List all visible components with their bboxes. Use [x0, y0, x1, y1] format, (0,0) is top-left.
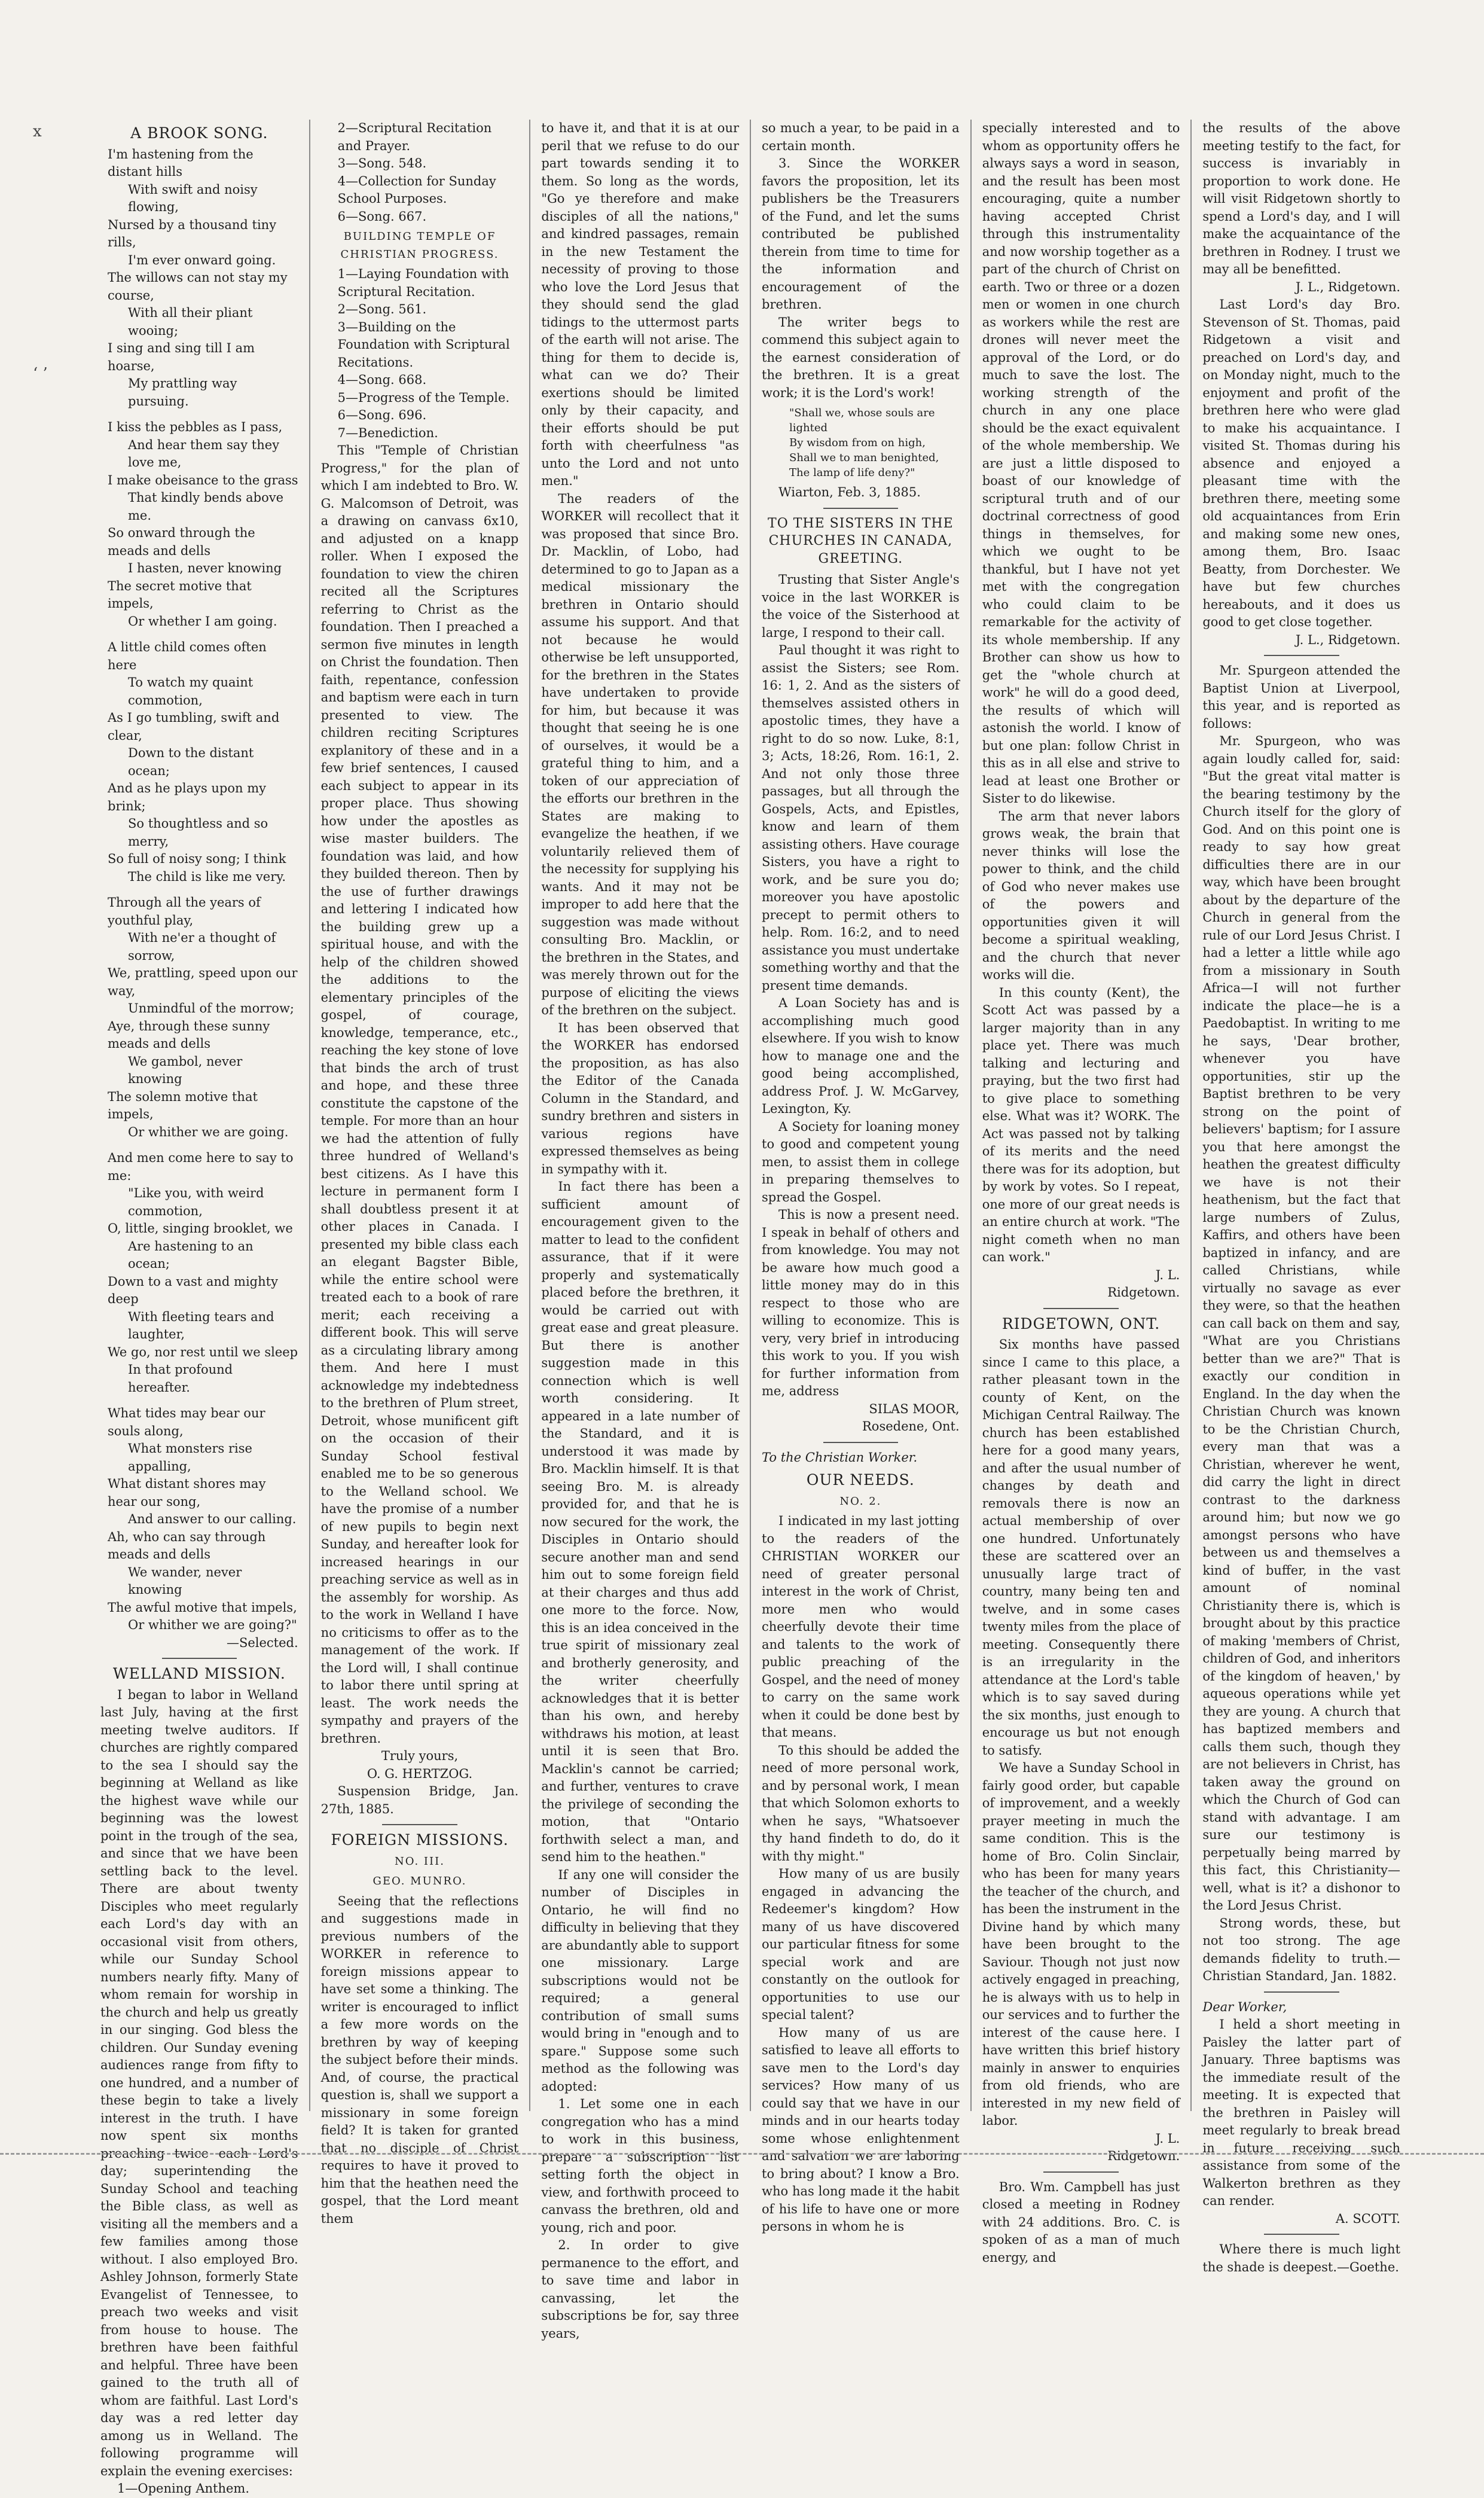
missions-text: The writer begs to commend this subject again to the earnest consideration of the brethren. It is a great work; it is the Lord's work! — [762, 315, 960, 400]
ridgetown-text: We have a Sunday School in fairly good order, but capable of improvement, and a weekly prayer meeting in much the same condition. This is the home of Bro. Colin Sinclair, who has been for many years the teacher of the church, and has been the instrument in the Divine hand by which many have been brought to the Saviour. Though not just now actively engaged in preaching, he is always with us to help in our services and to further the interest of the cause here. I have written this brief history mainly in answer to enquiries from old friends, who are interested in my new field of labor. — [982, 1761, 1180, 2128]
poem-line: O, little, singing brooklet, we — [108, 1221, 293, 1236]
poem-line: As I go tumbling, swift and clear, — [108, 710, 280, 743]
poem-line: And men come here to say to me: — [108, 1151, 294, 1183]
poem-line: We wander, never knowing — [128, 1564, 242, 1597]
ridgetown-signature: J. L. — [1155, 2131, 1180, 2146]
poem-line: Or whither we are going?" — [128, 1618, 297, 1632]
poem-line: So full of noisy song; I think — [108, 852, 286, 866]
poem-line: And answer to our calling. — [128, 1512, 297, 1526]
column-4 — [750, 120, 970, 2234]
goethe-quote: Where there is much light the shade is deepest.—Goethe. — [1202, 2242, 1401, 2274]
stanza-gap — [100, 1141, 298, 1149]
poem-line: Down to a vast and mighty deep — [108, 1274, 278, 1306]
poem-line: The solemn motive that impels, — [108, 1089, 258, 1121]
poem-line: The child is like me very. — [128, 869, 286, 884]
stanza-gap — [100, 886, 298, 894]
stevenson-text: Last Lord's day Bro. Stevenson of St. Thomas, paid Ridgetown a visit and preached on Lord's day, and on Monday night, much to the enjoyment and profit of the brethren here who were glad to make his acquaintance. I visited St. Thomas during his absence and enjoyed a pleasant time with the brethren there, meeting some old acquaintances from Erin and making some new ones, among them, Bro. Isaac Beatty, from Dorchester. We have but few churches hereabouts, and it does us good to get close together. — [1202, 297, 1401, 629]
spurgeon-text: Mr. Spurgeon, who was again loudly called for, said: "But the great vital matter is the bearing testimony by the Church itself for the glory of God. And on this point one is ready to say how great difficulties there are in our way, which have been brought about by the departure of the Church in general from the rule of our Lord Jesus Christ. I had a letter a little while ago from a missionary in South Africa—I will not further indicate the place—he is a Paedobaptist. In writing to me he says, 'Dear brother, whenever you have opportunities, stir up the Baptist brethren to be very strong on the point of believers' baptism; for I assure you that here amongst the heathen the greatest difficulty we have is not their heathenism, but the fact that large numbers of Zulus, Kaffirs, and others have been baptized in infancy, and are called Christians, while virtually no savage as ever they were, so that the heathen can call back on them and say, "What are you Christians better than we are?" That is exactly our condition in England. In the day when the Christian Church was known to be the Christian Church, every man that was a Christian, wherever he went, did carry the light in direct contrast to the darkness around him; but now we go amongst persons who have between us and themselves a kind of buffer, in the vast amount of nominal Christianity there is, which is brought about by this practice of making 'members of Christ, children of God, and inheritors of the kingdom of heaven,' by aqueous operations while yet they are young. A church that has baptized members and calls them such, though they are not believers in Christ, has taken away the ground on which the Church of God can stand with advantage. I am sure our testimony is perpetually being marred by this fact, this Christianity—well, what is it? a dishonor to the Lord Jesus Christ. — [1202, 734, 1401, 1913]
column-2 — [309, 120, 530, 2226]
poem-line: Down to the distant ocean; — [128, 746, 254, 778]
poem-line: We, prattling, speed upon our way, — [108, 966, 298, 998]
needs-signature: J. L. — [1155, 1267, 1180, 1282]
needs-signature-place: Ridgetown. — [1107, 1285, 1180, 1300]
poem-line: With ne'er a thought of sorrow, — [128, 931, 276, 963]
foreign-missions-title: FOREIGN MISSIONS. — [331, 1831, 509, 1849]
missions-text: so much a year, to be paid in a certain month. — [762, 121, 960, 153]
poem-line: I sing and sing till I am hoarse, — [108, 341, 255, 373]
our-needs-number: NO. 2. — [839, 1494, 882, 1508]
hymn-quote — [762, 405, 960, 480]
poem-line: In that profound hereafter. — [128, 1362, 233, 1395]
ridgetown-title: RIDGETOWN, ONT. — [1001, 1314, 1161, 1332]
quote-line: "Shall we, whose souls are lighted — [789, 407, 935, 434]
needs-text: In this county (Kent), the Scott Act was passed by a larger majority than in any place yet. There was much talking and lecturing and praying, but the two first had to give place to something else. What was it? WORK. The Act was passed not by talking of its merits and the need there was for its adoption, but by work by votes. So I repeat, one more of our great needs is an entire church at work. "The night cometh when no man can work." — [982, 985, 1180, 1264]
sisters-title: TO THE SISTERS IN THE CHURCHES IN CANADA, GREETING. — [768, 516, 954, 566]
welland-mission-text: I began to labor in Welland last July, having at the first meeting twelve auditors. If churches are rightly compared to the sea I should say the beginning at Welland as like the highest wave while our beginning was the lowest point in the trough of the sea, and since that we have been settling back to the level. There are about twenty Disciples who meet regularly each Lord's day with an occasional visit from others, while our Sunday School numbers nearly fifty. Many of whom remain for worship in the church and help us greatly in our singing. God bless the children. Our Sunday evening audiences range from fifty to one hundred, and a number of these begin to take a lively interest in the truth. I have now spent six months preaching twice each Lord's day; superintending the Sunday School and teaching the Bible class, as well as visiting all the members and a few families among those without. I also employed Bro. Ashley Johnson, formerly State Evangelist of Tennessee, to preach two weeks and visit from house to house. The brethren have been faithful and helpful. Three have been gained to the truth all of whom are faithful. Last Lord's day was a red letter day among us in Welland. The following programme will explain the evening exercises: — [100, 1687, 298, 2478]
stanza-gap — [100, 1396, 298, 1405]
divider — [1264, 1991, 1339, 1993]
needs-text: How many of us are satisfied to leave all efforts to save men to the Lord's day services? How many of us could say that we have in our minds and in our hearts today some whose enlightenment and salvation we are laboring to bring about? I know a Bro. who has long made it the habit of his life to have one or more persons in whom he is — [762, 2025, 960, 2234]
poem-line: Or whither we are going. — [128, 1124, 289, 1139]
sisters-text: A Society for loaning money to good and competent young men, to assist them in college in preparing themselves to spread the Gospel. — [762, 1119, 960, 1204]
ridgetown-text: the results of the above meeting testify to the fact, for success is invariably in proportion to work done. He will visit Ridgetown shortly to spend a Lord's day, and I will make the acquaintance of the brethren in Rodney. I trust we may all be benefitted. — [1202, 121, 1401, 276]
poem-line: So onward through the meads and dells — [108, 526, 255, 558]
signature-name: O. G. HERTZOG. — [367, 1766, 473, 1781]
quote-line: By wisdom from on high, — [789, 437, 926, 449]
poem-line: Through all the years of youthful play, — [108, 895, 261, 928]
poem-line: Are hastening to an ocean; — [128, 1239, 254, 1271]
our-needs-title: OUR NEEDS. — [806, 1471, 915, 1489]
missions-text: to have it, and that it is at our peril that we refuse to do our part towards sending it to them. So long as the words, "Go ye therefore and make disciples of all the nations," and kindred passages, remain in the new Testament the necessity of proving to those who love the Lord Jesus that they should send the glad tidings to the uttermost parts of the earth will not arise. The thing for them to decide is, what can we do? Their exertions should be limited only by their capacity, and their efforts should be put forth with cheerfulness "as unto the Lord and not unto men." — [541, 121, 740, 488]
quote-line: Shall we to man benighted, — [789, 452, 939, 464]
poem-line: Aye, through these sunny meads and dells — [108, 1018, 270, 1051]
poem-line: And hear them say they love me, — [128, 437, 280, 469]
column-6 — [1190, 120, 1411, 2274]
poem-line: My prattling way pursuing. — [128, 376, 237, 408]
poem-line: We go, nor rest until we sleep — [108, 1344, 298, 1359]
poem-line: The awful motive that impels, — [108, 1600, 297, 1615]
poem-line: Nursed by a thousand tiny rills, — [108, 217, 277, 249]
poem-line: To watch my quaint commotion, — [128, 675, 254, 707]
temple-program-item: 2—Song. 561. — [337, 302, 427, 316]
poem-line: I'm hastening from the distant hills — [108, 147, 254, 179]
divider — [1264, 2234, 1339, 2235]
ridgetown-text: Six months have passed since I came to this place, a rather pleasant town in the county of Kent, on the Michigan Central Railway. The church has been established here for a good many years, and after the usual number of changes by death and removals there is now an actual membership of over one hundred. Unfortunately these are scattered over an unusually large tract of country, many being ten and twelve, and in some cases twenty miles from the place of meeting. Consequently there is an irregularity in the attendance at the Lord's table which is to say saved during the six months, just enough to encourage us but not enough to satisfy. — [982, 1337, 1180, 1758]
divider — [823, 1442, 899, 1443]
poem-line: With fleeting tears and laughter, — [128, 1309, 274, 1341]
poem-line: Unmindful of the morrow; — [128, 1001, 294, 1015]
temple-program-item: 6—Song. 696. — [337, 408, 427, 422]
needs-text: How many of us are busily engaged in advancing the Redeemer's kingdom? How many of us have discovered our particular fitness for some special work and are constantly on the outlook for opportunities to use our special talent? — [762, 1866, 960, 2022]
missions-text: 3. Since the WORKER favors the proposition, let its publishers be the Treasurers of the Fund, and let the sums contributed be published therein from time to time for the information and encouragement of the brethren. — [762, 156, 960, 312]
program-item: 2—Scriptural Recitation and Prayer. — [337, 121, 492, 153]
brook-song-poem — [100, 146, 298, 1634]
missions-text: In fact there has been a sufficient amount of encouragement given to the matter to lead to the confident assurance, that if it were properly and systematically placed before the brethren, it would be carried out with great ease and great pleasure. But there is another suggestion made in this connection which is well worth considering. It appeared in a late number of the Standard, and it is understood it was made by Bro. Macklin himself. It is that seeing Bro. M. is already provided for, and that he is now secured for the work, the Disciples in Ontario should secure another man and send him out to some foreign field at their charges and thus add one more to the force. Now, this is an idea conceived in the true spirit of missionary zeal and brotherly generosity, and the writer cheerfully acknowledges that it is better than his own, and hereby withdraws his motion, at least until it is seen that Bro. Macklin's cannot be carried; and further, ventures to crave the privilege of seconding the motion, that "Ontario forthwith select a man, and send him to the heathen." — [541, 1179, 740, 1864]
poem-line: "Like you, with weird commotion, — [128, 1186, 264, 1218]
poem-line: Ah, who can say through meads and dells — [108, 1529, 266, 1561]
missions-text: The readers of the WORKER will recollect that it was proposed that since Bro. Dr. Macklin, of Lobo, had determined to go to Japan as a medical missionary the brethren in Ontario should assume his support. And that not because he would otherwise be left unsupported, for the brethren in the States have undertaken to provide for him, but because it was thought that seeing he is one of ourselves, it would be a grateful thing to him, and a token of our appreciation of the efforts our brethren in the States are making to evangelize the heathen, if we voluntarily relieved them of the necessity for supplying his wants. And it may not be improper to add here that the suggestion was made without consulting Bro. Macklin, or the brethren in the States, and was merely thrown out for the purpose of eliciting the views of the brethren on the subject. — [541, 491, 740, 1017]
poem-line: The secret motive that impels, — [108, 578, 252, 611]
poem-line: I kiss the pebbles as I pass, — [108, 420, 283, 434]
sisters-text: Trusting that Sister Angle's voice in the last WORKER is the voice of the Sisterhood at large, I respond to their call. — [762, 572, 960, 640]
ridgetown-signature-place: Ridgetown. — [1107, 2149, 1180, 2163]
divider — [1264, 655, 1339, 656]
divider — [162, 1658, 237, 1659]
signature-place: Suspension Bridge, Jan. 27th, 1885. — [320, 1784, 519, 1816]
poem-line: That kindly bends above me. — [128, 490, 284, 523]
needs-text: specially interested and to whom as opportunity offers he always says a word in season, and the result has been most encouraging, quite a number having accepted Christ through this instrumentality and now worship together as a part of the church of Christ on earth. Two or three or a dozen men or women in one church as workers while the rest are drones will never meet the approval of the Lord, or do much to save the lost. The working strength of the church in any one place should be the exact equivalent of the whole membership. We are just a little disposed to boast of our knowledge of scriptural truth and of our doctrinal correctness of good things in themselves, for which we ought to be thankful, but I have not yet met with the congregation who could claim to be remarkable for the activity of its whole membership. If any Brother can show us how to get the "whole church at work" he will do a good deed, the results of which will astonish the world. I know of but one plan: follow Christ in this as in all else and strive to lead at least one Brother or Sister to do likewise. — [982, 121, 1180, 806]
temple-program-item: 7—Benediction. — [337, 425, 438, 440]
divider — [382, 1824, 457, 1825]
sisters-signature: SILAS MOOR, — [869, 1401, 960, 1416]
missions-place: Wiarton, Feb. 3, 1885. — [778, 485, 921, 499]
ridgetown-signature: J. L., Ridgetown. — [1295, 279, 1401, 294]
welland-mission-title: WELLAND MISSION. — [112, 1665, 286, 1682]
poem-line: So thoughtless and so merry, — [128, 816, 268, 849]
divider — [823, 508, 899, 509]
poem-line: With all their pliant wooing; — [128, 306, 253, 338]
paisley-signature: A. SCOTT. — [1335, 2211, 1401, 2226]
letter-salutation: Dear Worker, — [1202, 1999, 1287, 2014]
foreign-missions-number: NO. III. — [395, 1855, 445, 1868]
column-1 — [90, 120, 309, 2496]
missions-text: If any one will consider the number of Disciples in Ontario, he will find no difficulty in believing that they are abundantly able to support one missionary. Large subscriptions would not be required; a general contribution of small sums would bring in "enough and to spare." Suppose some such method as the following was adopted: — [541, 1867, 740, 2094]
stanza-gap — [100, 630, 298, 639]
poem-line: What monsters rise appalling, — [128, 1441, 252, 1474]
program-item: 1—Opening Anthem. — [117, 2481, 250, 2496]
poem-line: The willows can not stay my course, — [108, 270, 288, 303]
signature-yours: Truly yours, — [381, 1749, 459, 1763]
column-3 — [529, 120, 750, 2341]
ridgetown-text: Bro. Wm. Campbell has just closed a meeting in Rodney with 24 additions. Bro. C. is spoken of as a man of much energy, and — [982, 2179, 1180, 2265]
temple-program-item: 4—Song. 668. — [337, 373, 427, 387]
poem-line: I hasten, never knowing — [128, 561, 282, 575]
needs-text: The arm that never labors grows weak, the brain that never thinks will lose the power to think, and the child of God who never makes use of the powers and opportunities given it will become a spiritual weakling, and the church that never works will die. — [982, 809, 1180, 982]
temple-text: This "Temple of Christian Progress," for the plan of which I am indebted to Bro. W. G. Malcomson of Detroit, was a drawing on canvass 6x10, and adjusted on a knapp roller. When I exposed the foundation to view the chiren recited all the Scriptures referring to Christ as the foundation. Then I preached a sermon five minutes in length on Christ the foundation. Then faith, repentance, confession and baptism were each in turn presented to view. The children reciting Scriptures explanitory of these and in a few brief sentences, I caused each subject to appear in its proper place. Thus showing how under the apostles as wise master builders. The foundation was laid, and how they builded thereon. Then by the use of further drawings and lettering I indicated how the building grew up a spiritual house, and with the help of the children showed the additions to the elementary principles of the gospel, of courage, knowledge, temperance, etc., reaching the key stone of love that binds the arch of trust and hope, and these three constitute the capstone of the temple. For more than an hour we had the attention of fully three hundred of Welland's best citizens. As I have this lecture in permanent form I shall doubtless present it at other places in Canada. I presented my bible class each an elegant Bagster Bible, while the entire school were treated each to a book of rare merit; each receiving a different book. This will serve as a circulating library among them. And here I must acknowledge my indebtedness to the brethren of Plum street, Detroit, whose munificent gift on the occasion of their Sunday School festival enabled me to be so generous to the Welland school. We have the promise of a number of new pupils to begin next Sunday, and hereafter look for increased hearings in our preaching service as well as in the assembly for worship. As to the work in Welland I have no criticisms to offer as to the management of the work. If the Lord will, I shall continue to labor there until spring at least. The work needs the sympathy and prayers of the brethren. — [320, 443, 519, 1746]
temple-heading: BUILDING TEMPLE OF CHRISTIAN PROGRESS. — [340, 230, 499, 261]
column-5 — [970, 120, 1191, 2265]
newspaper-page — [90, 120, 1411, 2496]
foreign-missions-author: GEO. MUNRO. — [372, 1875, 467, 1887]
program-item: 4—Collection for Sunday School Purposes. — [337, 173, 496, 206]
paisley-text: I held a short meeting in Paisley the latter part of January. Three baptisms was the immediate result of the meeting. It is expected that the brethren in Paisley will meet regularly to break bread in future receiving such assistance from some of the Walkerton brethren as they can render. — [1202, 2017, 1401, 2208]
needs-text: To this should be added the need of more personal work, and by personal work, I mean that which Solomon exhorts to when he says, "Whatsoever thy hand findeth to do, do it with thy might." — [762, 1743, 960, 1863]
poem-line: What tides may bear our souls along, — [108, 1406, 265, 1438]
program-item: 3—Song. 548. — [337, 156, 427, 170]
brook-song-signature: —Selected. — [226, 1635, 298, 1650]
poem-line: What distant shores may hear our song, — [108, 1477, 266, 1509]
poem-line: And as he plays upon my brink; — [108, 781, 266, 813]
poem-line: Or whether I am going. — [128, 614, 277, 629]
sisters-text: Paul thought it was right to assist the Sisters; see Rom. 16: 1, 2. And as the sisters of themselves assisted others in apostolic times, they have a right to do so now. Luke, 8:1, 3; Acts, 18:26, Rom. 16:1, 2. And not only those three passages, but all through the Gospels, Acts, and Epistles, know and learn of them assisting others. Have courage Sisters, you have a right to work, and be sure you do; moreover you have apostolic precept to permit others to help. Rom. 16:2, and to need assistance you must undertake something worthy and that the present time demands. — [762, 643, 960, 993]
scan-edge — [0, 2153, 1484, 2155]
program-item: 6—Song. 667. — [337, 209, 427, 224]
temple-program-item: 1—Laying Foundation with Scriptural Recitation. — [337, 267, 509, 299]
sisters-text: This is now a present need. I speak in behalf of others and from knowledge. You may not be aware how much good a little money may do in this respect to those who are willing to economize. This is very, very brief in introducing this work to you. If you wish for further information from me, address — [762, 1207, 960, 1398]
sisters-place: Rosedene, Ont. — [862, 1419, 960, 1433]
foreign-missions-text: Seeing that the reflections and suggestions made in previous numbers of the WORKER in reference to foreign missions appear to have set some a thinking. The writer is encouraged to inflict a few more words on the brethren by way of keeping the subject before their minds. And, of course, the practical question is, shall we support a missionary in some foreign field? It is taken for granted that no disciple of Christ requires to have it proved to him that the heathen need the gospel, that the Lord meant them — [320, 1893, 519, 2226]
divider — [1043, 2171, 1119, 2173]
needs-addressee: To the Christian Worker. — [762, 1450, 918, 1465]
sisters-text: A Loan Society has and is accomplishing much good elsewhere. If you wish to know how to manage one and the good being accomplished, address Prof. J. W. McGarvey, Lexington, Ky. — [762, 996, 960, 1116]
poem-line: I'm ever onward going. — [128, 252, 276, 267]
poem-line: With swift and noisy flowing, — [128, 182, 258, 214]
poem-line: We gambol, never knowing — [128, 1054, 243, 1086]
brook-song-title: A BROOK SONG. — [130, 124, 268, 142]
missions-text: 1. Let some one in each congregation who has a mind to work in this business, prepare a subscription list setting forth the object in view, and forthwith proceed to canvass the brethren, old and young, rich and poor. — [541, 2097, 740, 2235]
needs-text: I indicated in my last jotting to the readers of the CHRISTIAN WORKER our need of greater personal interest in the work of Christ, more men who would cheerfully devote their time and talents to the work of public preaching of the Gospel, and the need of money to carry on the same work when it could be done best by that means. — [762, 1514, 960, 1740]
divider — [1043, 1308, 1119, 1309]
margin-mark: x — [33, 123, 42, 141]
stanza-gap — [100, 410, 298, 419]
poem-line: I make obeisance to the grass — [108, 472, 298, 487]
temple-program-item: 3—Building on the Foundation with Scriptural Recitations. — [337, 319, 510, 370]
spurgeon-text: Mr. Spurgeon attended the Baptist Union at Liverpool, this year, and is reported as follows: — [1202, 663, 1401, 731]
quote-line: The lamp of life deny?" — [789, 466, 915, 479]
poem-line: A little child comes often here — [108, 640, 267, 672]
spurgeon-text: Strong words, these, but not too strong. The age demands fidelity to truth.—Christian Standard, Jan. 1882. — [1202, 1916, 1401, 1983]
stevenson-signature: J. L., Ridgetown. — [1295, 632, 1401, 647]
missions-text: 2. In order to give permanence to the effort, and to save time and labor in canvassing, let the subscriptions be for, say three years, — [541, 2238, 740, 2341]
temple-program-item: 5—Progress of the Temple. — [337, 390, 510, 405]
missions-text: It has been observed that the WORKER has endorsed the proposition, as has also the Editor of the Canada Column in the Standard, and sundry brethren and sisters in various regions have expressed themselves as being in sympathy with it. — [541, 1020, 740, 1176]
margin-mark: ‘ ’ — [33, 365, 48, 383]
